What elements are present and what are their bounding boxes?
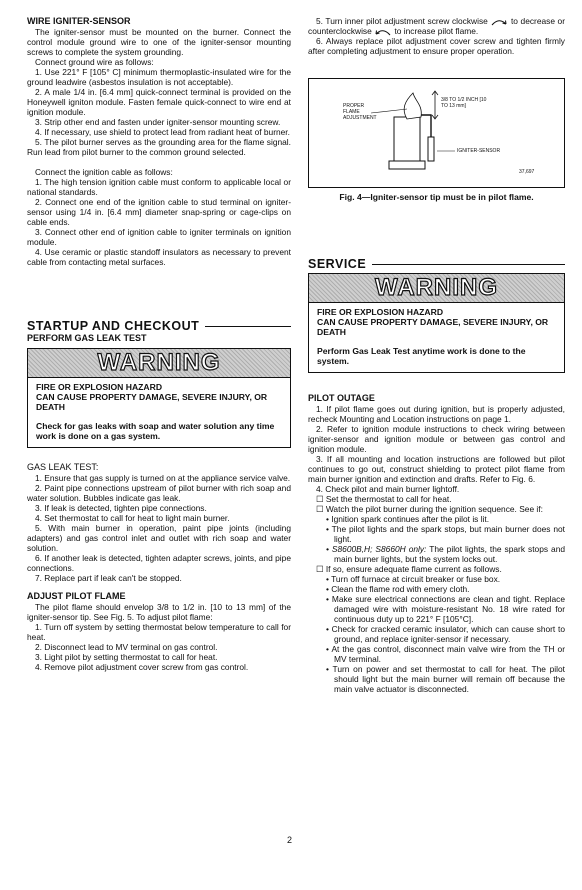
bullet-item: • Make sure electrical connections are clean and tight. Replace damaged wire with moisture-resistant No. 18 wire rated for continuous duty up to 221° F [105°C]. xyxy=(326,594,565,625)
outage-step: 3. If all mounting and location instructions are followed but pilot continues to go out, construct shielding to protect pilot flame from main burner ignition and extinction and drafts. Refer to Fig. 6. xyxy=(308,454,565,485)
figure-label-sensor: IGNITER-SENSOR xyxy=(457,148,501,154)
ground-step: 1. Use 221° F [105° C] minimum thermoplastic-insulated wire for the ground leadwire (asbestos insulation is not acceptable). xyxy=(27,67,291,87)
bullet-item: • The pilot lights and the spark stops, but main burner does not light. xyxy=(326,524,565,545)
bullet-item: • Clean the flame rod with emery cloth. xyxy=(326,584,470,595)
leak-step: 1. Ensure that gas supply is turned on at the appliance service valve. xyxy=(35,473,291,484)
bullet-item: • Turn on power and set thermostat to call for heat. The pilot should light but the main burner will remain off because the main valve actuator is disconnected. xyxy=(326,664,565,695)
service-warning-box xyxy=(308,273,565,373)
adjust-step: 1. Turn off system by setting thermostat below temperature to call for heat. xyxy=(27,622,291,643)
outage-step: 2. Refer to ignition module instructions to check wiring between igniter-sensor and ignition module or between gas control and ignition module. xyxy=(308,424,565,455)
left-column xyxy=(27,0,291,672)
outage-heading: PILOT OUTAGE xyxy=(308,393,375,404)
adjust-heading: ADJUST PILOT FLAME xyxy=(27,591,126,602)
warning-band xyxy=(309,274,564,303)
leak-step: 4. Set thermostat to call for heat to light main burner. xyxy=(35,513,230,524)
bullet-item: • Check for cracked ceramic insulator, which can cause short to ground, and replace igniter-sensor if necessary. xyxy=(326,624,565,645)
ground-step: 2. A male 1/4 in. [6.4 mm] quick-connect terminal is provided on the Honeywell igniton module. Fasten female quick-connect to wire end at ignition module. xyxy=(27,87,291,117)
adjust-step-6: 6. Always replace pilot adjustment cover screw and tighten firmly after completing adjustment to ensure proper operation. xyxy=(308,36,565,56)
adjust-step: 4. Remove pilot adjustment cover screw from gas control. xyxy=(35,662,249,673)
warning-consequence: CAN CAUSE PROPERTY DAMAGE, SEVERE INJURY, OR DEATH xyxy=(317,317,549,338)
figure-number: 37,697 xyxy=(519,169,535,175)
ground-lead: Connect ground wire as follows: xyxy=(35,57,154,67)
page-number: 2 xyxy=(287,835,293,845)
cable-step: 1. The high tension ignition cable must conform to applicable local or national standards. xyxy=(27,177,291,197)
startup-warning-box xyxy=(27,348,291,448)
title-rule xyxy=(372,264,565,265)
leak-step: 7. Replace part if leak can't be stopped. xyxy=(35,573,182,584)
leak-step: 3. If leak is detected, tighten pipe connections. xyxy=(35,503,207,514)
adjust-step: 2. Disconnect lead to MV terminal on gas control. xyxy=(35,642,218,653)
warning-hazard: FIRE OR EXPLOSION HAZARD xyxy=(317,307,444,317)
ground-step: 4. If necessary, use shield to protect lead from radiant heat of burner. xyxy=(35,127,290,137)
outage-step: 4. Check pilot and main burner lightoff. xyxy=(316,484,460,495)
warning-hazard: FIRE OR EXPLOSION HAZARD xyxy=(36,382,163,392)
warning-word: WARNING xyxy=(97,349,221,376)
warning-instruction: Check for gas leaks with soap and water solution any time work is done on a gas system. xyxy=(36,420,275,441)
cable-step: 4. Use ceramic or plastic standoff insulators as necessary to prevent cable from contacting metal surfaces. xyxy=(27,247,291,267)
checklist-item: ☐ If so, ensure adequate flame current as follows. xyxy=(316,564,502,575)
clockwise-arrow-icon xyxy=(490,18,508,26)
wire-heading: WIRE IGNITER-SENSOR xyxy=(27,16,131,26)
figure-caption: Fig. 4—Igniter-sensor tip must be in pilot flame. xyxy=(339,192,534,202)
bullet-item: • Ignition spark continues after the pilot is lit. xyxy=(326,514,490,525)
cable-lead: Connect the ignition cable as follows: xyxy=(35,167,173,177)
startup-subtitle: PERFORM GAS LEAK TEST xyxy=(27,333,147,343)
ground-step: 3. Strip other end and fasten under igniter-sensor mounting screw. xyxy=(35,117,281,127)
wire-intro: The igniter-sensor must be mounted on the burner. Connect the control module ground wire to one of the igniter-sensor mounting screws to complete the system grounding. xyxy=(27,27,291,57)
figure-4 xyxy=(308,78,565,188)
title-rule xyxy=(205,326,291,327)
adjust-intro: The pilot flame should envelop 3/8 to 1/2 in. [10 to 13 mm] of the igniter-sensor tip. See Fig. 5. To adjust pilot flame: xyxy=(27,602,291,623)
leak-step: 5. With main burner in operation, paint pipe joints (including adapters) and gas control inlet and outlet with rich soap and water solution. xyxy=(27,523,291,554)
cable-step: 2. Connect one end of the ignition cable to stud terminal on igniter-sensor using 1/4 in. [6.4 mm] diameter snap-spring or cage-clips on cable ends. xyxy=(27,197,291,227)
counterclockwise-arrow-icon xyxy=(374,28,392,36)
adjust-step: 3. Light pilot by setting thermostat to call for heat. xyxy=(35,652,218,663)
bullet-item: • At the gas control, disconnect main valve wire from the TH or MV terminal. xyxy=(326,644,565,665)
cable-step: 3. Connect other end of ignition cable to igniter terminals on ignition module. xyxy=(27,227,291,247)
startup-title: STARTUP AND CHECKOUT xyxy=(27,319,291,333)
warning-word: WARNING xyxy=(375,274,498,301)
warning-band xyxy=(28,349,290,378)
adjust-step-5: 5. Turn inner pilot adjustment screw clockwise to decrease or counterclockwise to increase pilot flame. xyxy=(308,16,566,36)
right-column xyxy=(308,0,565,694)
figure-label-dimension: 3/8 TO 1/2 INCH [10 TO 13 mm] xyxy=(441,97,487,109)
bullet-item: • Turn off furnace at circuit breaker or fuse box. xyxy=(326,574,501,585)
outage-step: 1. If pilot flame goes out during ignition, but is properly adjusted, recheck Mounting and Location instructions on page 1. xyxy=(308,404,565,425)
warning-consequence: CAN CAUSE PROPERTY DAMAGE, SEVERE INJURY, OR DEATH xyxy=(36,392,268,413)
figure-label-pilot: PROPER FLAME ADJUSTMENT xyxy=(343,103,377,121)
checklist-item: ☐ Watch the pilot burner during the ignition sequence. See if: xyxy=(316,504,543,515)
leak-step: 6. If another leak is detected, tighten adapter screws, joints, and pipe connections. xyxy=(27,553,291,574)
checklist-item: ☐ Set the thermostat to call for heat. xyxy=(316,494,452,505)
service-title: SERVICE xyxy=(308,257,565,271)
bullet-item-models: • S8600B,H; S8660H only: The pilot lights, the spark stops and main burner lights, but the system locks out. xyxy=(326,544,566,565)
leak-step: 2. Paint pipe connections upstream of pilot burner with rich soap and water solution. Bubbles indicate gas leak. xyxy=(27,483,291,504)
warning-instruction: Perform Gas Leak Test anytime work is done to the system. xyxy=(317,345,526,366)
ground-step: 5. The pilot burner serves as the grounding area for the flame signal. Run lead from pilot burner to the common ground selected. xyxy=(27,137,291,157)
leak-heading: GAS LEAK TEST: xyxy=(27,462,99,473)
